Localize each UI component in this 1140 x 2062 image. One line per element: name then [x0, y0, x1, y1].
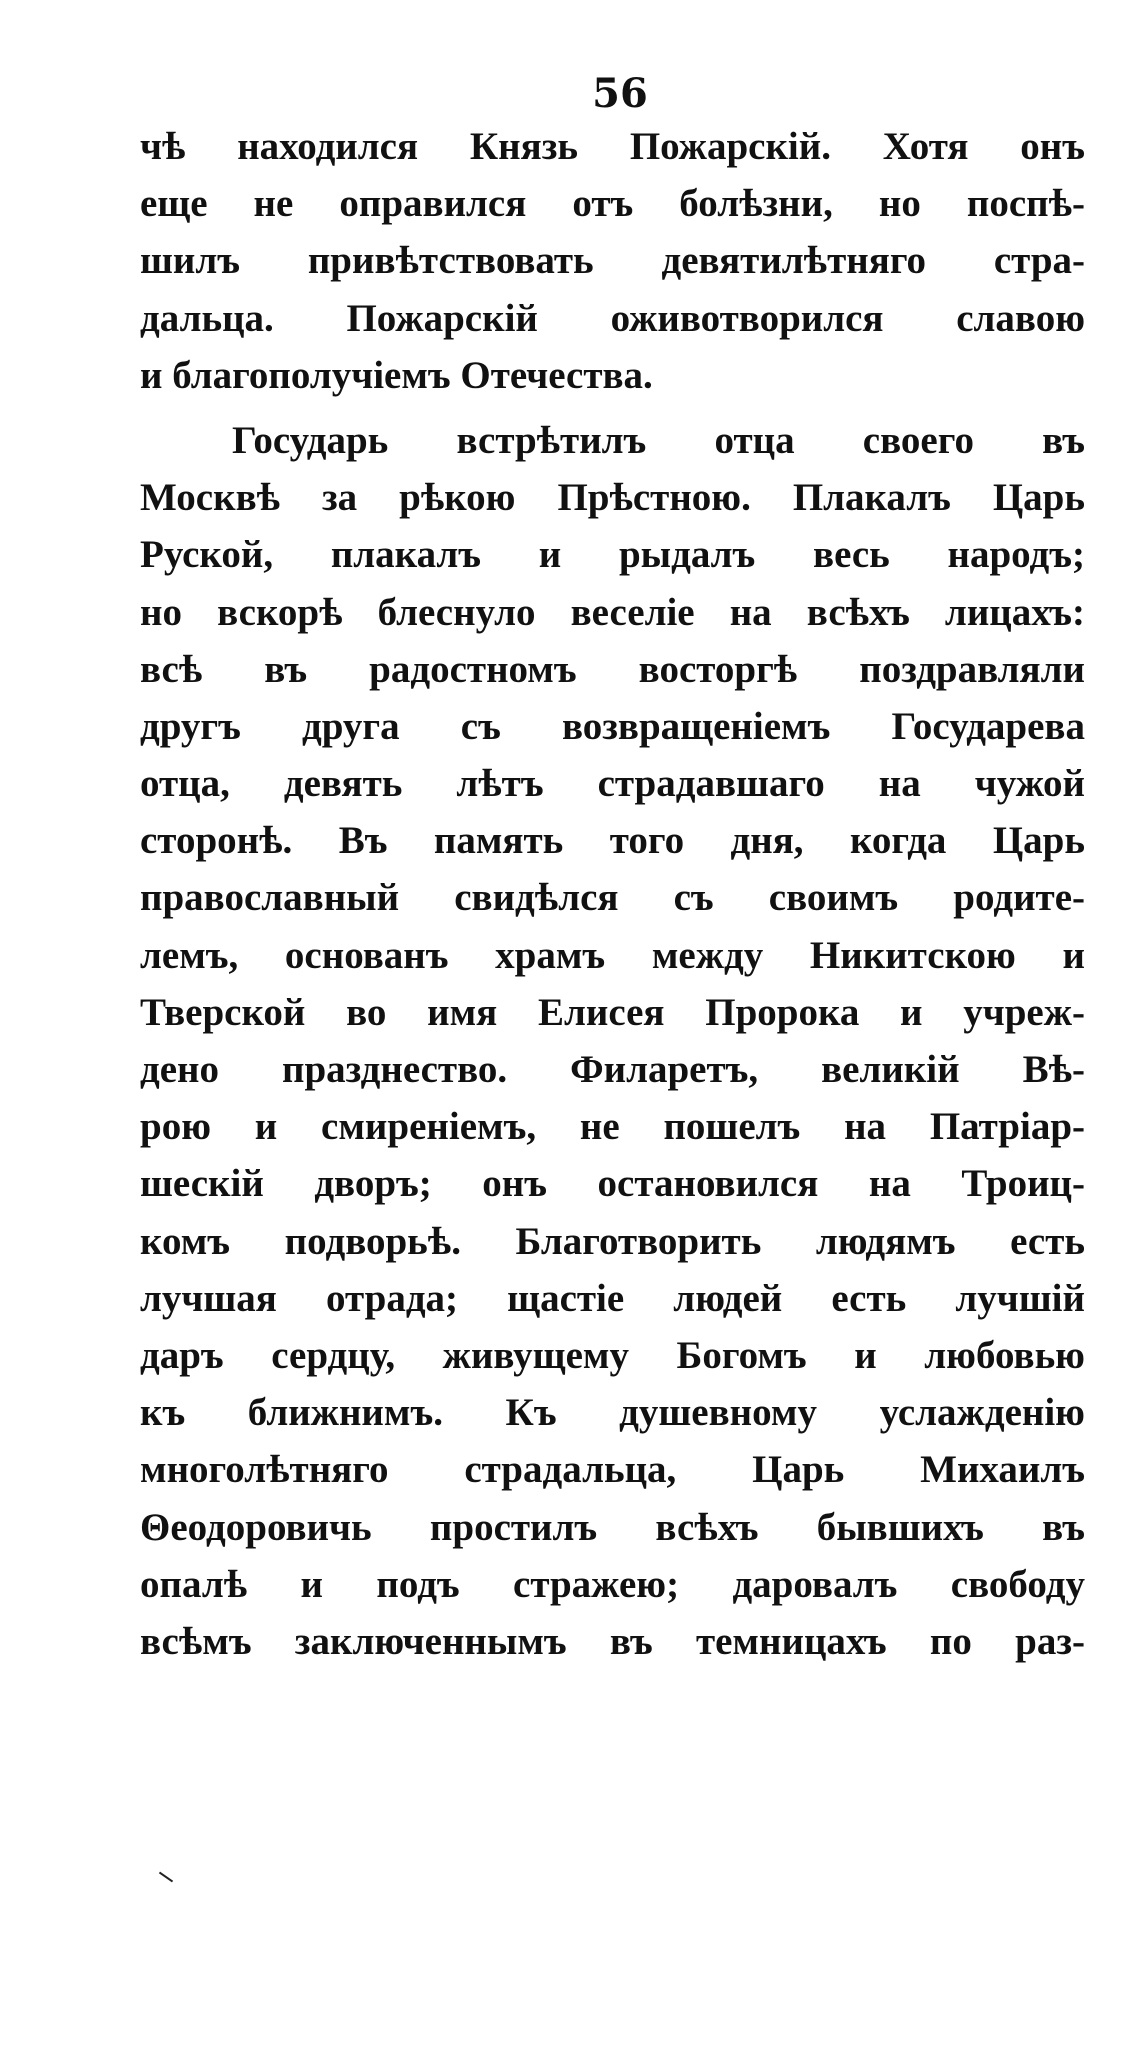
body-text	[140, 118, 1085, 1670]
text-line: и благополучіемъ Отечества.	[140, 353, 653, 397]
text-line: къ ближнимъ. Къ душевному услажденію	[140, 1391, 1085, 1435]
text-line: лучшая отрада; щастіе людей есть лучшій	[140, 1276, 1085, 1320]
text-line: но вскорѣ блеснуло веселіе на всѣхъ лицахъ:	[140, 590, 1085, 634]
text-line: еще не оправился отъ болѣзни, но поспѣ-	[140, 182, 1085, 226]
text-line: комъ подворьѣ. Благотворить людямъ есть	[140, 1219, 1085, 1263]
text-line: Тверской во имя Елисея Пророка и учреж-	[140, 990, 1085, 1034]
text-line: шилъ привѣтствовать девятилѣтняго стра-	[140, 239, 1085, 283]
text-line: опалѣ и подъ стражею; даровалъ свободу	[140, 1562, 1085, 1606]
text-line: чѣ находился Князь Пожарскій. Хотя онъ	[140, 125, 1085, 168]
text-line: другъ друга съ возвращеніемъ Государева	[140, 704, 1085, 748]
text-line: Θеодоровичь простилъ всѣхъ бывшихъ въ	[140, 1505, 1085, 1549]
ink-speck	[159, 1872, 173, 1883]
text-line: дальца. Пожарскій оживотворился славою	[140, 296, 1085, 340]
text-line: сторонѣ. Въ память того дня, когда Царь	[140, 819, 1085, 863]
page-number: 56	[592, 70, 648, 117]
text-line: Руской, плакалъ и рыдалъ весь народъ;	[140, 533, 1085, 577]
text-line: рою и смиреніемъ, не пошелъ на Патріар-	[140, 1105, 1085, 1149]
text-line: православный свидѣлся съ своимъ родите-	[140, 876, 1085, 920]
text-line: даръ сердцу, живущему Богомъ и любовью	[140, 1333, 1085, 1377]
text-line: всѣмъ заключеннымъ въ темницахъ по раз-	[140, 1619, 1085, 1663]
text-line: шескій дворъ; онъ остановился на Троиц-	[140, 1162, 1085, 1206]
text-line: многолѣтняго страдальца, Царь Михаилъ	[140, 1448, 1085, 1492]
text-line: дено празднество. Филаретъ, великій Вѣ-	[140, 1048, 1085, 1091]
text-line: отца, девять лѣтъ страдавшаго на чужой	[140, 762, 1085, 806]
text-line: Москвѣ за рѣкою Прѣстною. Плакалъ Царь	[140, 476, 1085, 520]
text-line: лемъ, основанъ храмъ между Никитскою и	[140, 933, 1085, 977]
text-line: Государь встрѣтилъ отца своего въ	[232, 418, 1085, 462]
text-line: всѣ въ радостномъ восторгѣ поздравляли	[140, 647, 1085, 691]
